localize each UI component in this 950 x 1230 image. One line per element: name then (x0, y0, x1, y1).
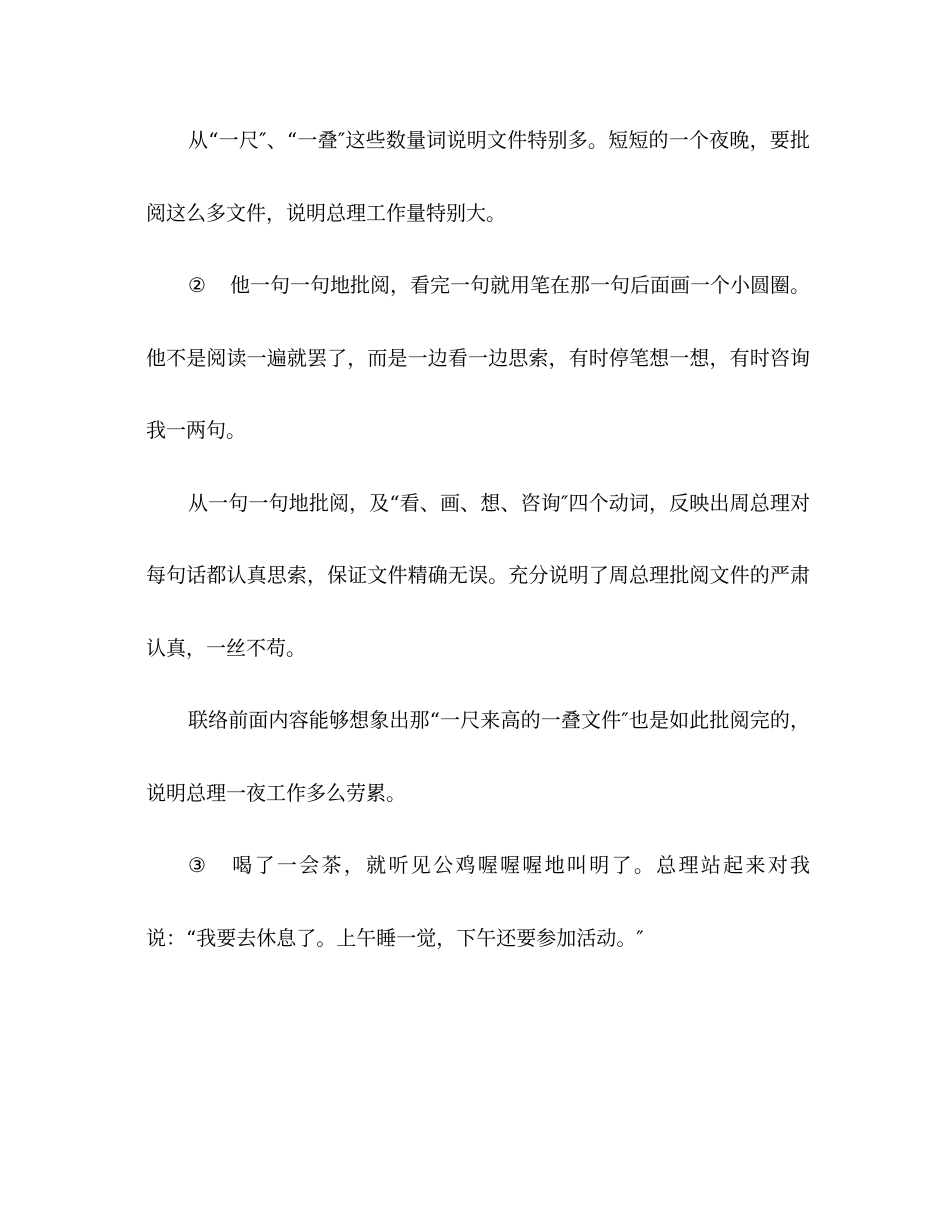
paragraph-1 (146, 104, 810, 249)
document-body (146, 104, 810, 974)
paragraph-marker: ③ (188, 853, 206, 877)
paragraph-5 (146, 829, 810, 974)
paragraph-3 (146, 467, 810, 685)
paragraph-text: 联络前面内容能够想象出那“一尺来高的一叠文件″也是如此批阅完的，说明总理一夜工作多么劳累。 (146, 708, 810, 805)
paragraph-text: 从一句一句地批阅，及“看、画、想、咨询″四个动词，反映出周总理对每句话都认真思索，保证文件精确无误。充分说明了周总理批阅文件的严肃认真，一丝不苟。 (146, 490, 810, 660)
paragraph-text: 从“一尺″、“一叠″这些数量词说明文件特别多。短短的一个夜晚，要批阅这么多文件，说明总理工作量特别大。 (146, 128, 810, 225)
paragraph-text: 喝了一会茶，就听见公鸡喔喔喔地叫明了。总理站起来对我说：“我要去休息了。上午睡一觉，下午还要参加活动。″ (146, 853, 810, 950)
paragraph-4 (146, 684, 810, 829)
paragraph-text: 他一句一句地批阅，看完一句就用笔在那一句后面画一个小圆圈。他不是阅读一遍就罢了，而是一边看一边思索，有时停笔想一想，有时咨询我一两句。 (146, 273, 810, 442)
paragraph-2 (146, 249, 810, 467)
paragraph-marker: ② (188, 273, 206, 297)
